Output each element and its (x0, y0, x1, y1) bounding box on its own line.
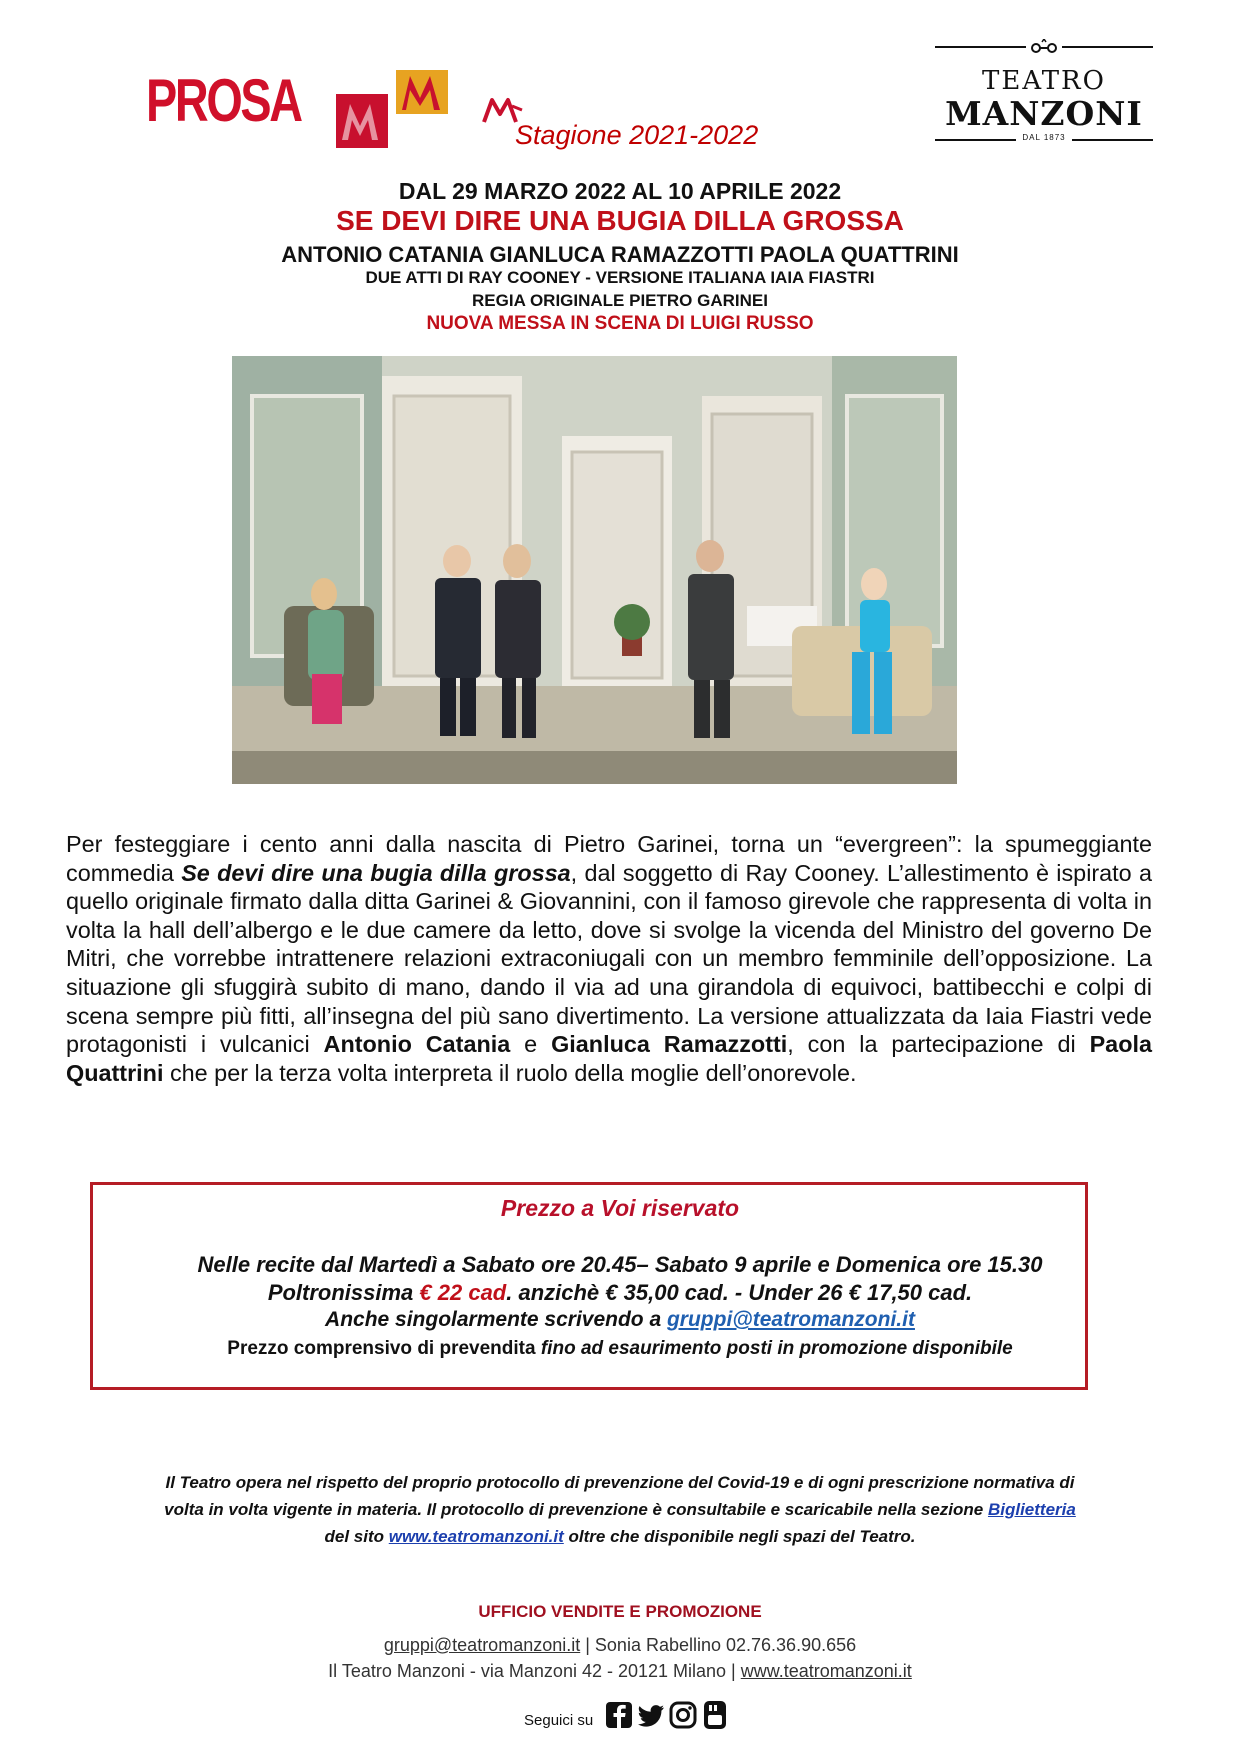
brand-top: TEATRO (982, 66, 1106, 96)
show-dates: DAL 29 MARZO 2022 AL 10 APRILE 2022 (398, 178, 842, 204)
brand-since: DAL 1873 (1016, 133, 1071, 142)
notice-line: del sito www.teatromanzoni.it oltre che disponibile negli spazi del Teatro. (324, 1527, 916, 1546)
instagram-icon[interactable] (668, 1700, 698, 1730)
website-link[interactable]: www.teatromanzoni.it (388, 1527, 564, 1546)
price-note: Prezzo comprensivo di prevendita fino ad esaurimento posti in promozione disponibile (227, 1338, 1013, 1359)
show-direction: REGIA ORIGINALE PIETRO GARINEI (472, 291, 768, 310)
contact-line: gruppi@teatromanzoni.it | Sonia Rabellino 02.76.36.90.656 (383, 1635, 857, 1655)
youtube-icon[interactable] (700, 1700, 730, 1730)
reduced-price: € 22 cad (419, 1280, 507, 1305)
twitter-icon[interactable] (636, 1700, 666, 1730)
stage-photo (232, 356, 957, 784)
season-label: Stagione 2021-2022 (515, 120, 759, 150)
show-authors: DUE ATTI DI RAY COONEY - VERSIONE ITALIANA IAIA FIASTRI (365, 268, 875, 287)
footer-email-link[interactable]: gruppi@teatromanzoni.it (383, 1635, 581, 1655)
email-link[interactable]: gruppi@teatromanzoni.it (666, 1308, 915, 1331)
show-title: SE DEVI DIRE UNA BUGIA DILLA GROSSA (336, 205, 904, 236)
notice-line: Il Teatro opera nel rispetto del proprio protocollo di prevenzione del Covid-19 e di ogni prescrizione normativa di (165, 1473, 1075, 1492)
m-logo (336, 70, 448, 148)
address-line: Il Teatro Manzoni - via Manzoni 42 - 20121 Milano | www.teatromanzoni.it (328, 1661, 912, 1681)
footer-website-link[interactable]: www.teatromanzoni.it (740, 1661, 912, 1681)
crest-icon (1026, 39, 1062, 55)
teatro-manzoni-logo (935, 36, 1153, 146)
actor-name: Paola Quattrini (66, 1031, 1152, 1086)
follow-label: Seguici su (524, 1712, 594, 1729)
brand-name: MANZONI (945, 94, 1143, 133)
prosa-logo: PROSA (146, 67, 301, 134)
price-single: Anche singolarmente scrivendo a gruppi@teatromanzoni.it (325, 1308, 915, 1331)
biglietteria-link[interactable]: Biglietteria (987, 1500, 1076, 1519)
office-title: UFFICIO VENDITE E PROMOZIONE (478, 1602, 762, 1621)
show-cast: ANTONIO CATANIA GIANLUCA RAMAZZOTTI PAOLA QUATTRINI (281, 242, 959, 267)
show-staging: NUOVA MESSA IN SCENA DI LUIGI RUSSO (426, 313, 814, 334)
actor-name: Antonio Catania (323, 1031, 511, 1058)
facebook-icon[interactable] (604, 1700, 634, 1730)
price-detail: Poltronissima € 22 cad. anzichè € 35,00 cad. - Under 26 € 17,50 cad. (267, 1280, 973, 1305)
notice-line: volta in volta vigente in materia. Il protocollo di prevenzione è consultabile e scaricabile nella sezione Biglietteria (164, 1500, 1076, 1519)
description-paragraph: Per festeggiare i cento anni dalla nascita di Pietro Garinei, torna un “evergreen”: la spumeggiante commedia Se devi dire una bugia dilla grossa, dal soggetto di Ray Cooney. L’allestimento è ispirato a quello originale firmato dalla ditta Garinei & Giovannini, con il famoso girevole che rappresenta di volta in volta la hall dell’albergo e le due camere da letto, dove si svolge la vicenda del Ministro del governo De Mitri, che vorrebbe intrattenere relazioni extraconiugali con un membro femminile dell’opposizione. La situazione gli sfuggirà subito di mano, dando il via ad una girandola di equivoci, battibecchi e colpi di scena sempre più fitti, all’insegna del più sano divertimento. La versione attualizzata da Iaia Fiastri vede protagonisti i vulcanici Antonio Catania e Gianluca Ramazzotti, con la partecipazione di Paola Quattrini che per la terza volta interpreta il ruolo della moglie dell’onorevole. (66, 831, 1152, 1086)
show-title-ref: Se devi dire una bugia dilla grossa (181, 859, 571, 886)
actor-name: Gianluca Ramazzotti (551, 1031, 788, 1058)
price-schedule: Nelle recite dal Martedì a Sabato ore 20.45– Sabato 9 aprile e Domenica ore 15.30 (197, 1252, 1043, 1277)
price-title: Prezzo a Voi riservato (500, 1195, 740, 1221)
